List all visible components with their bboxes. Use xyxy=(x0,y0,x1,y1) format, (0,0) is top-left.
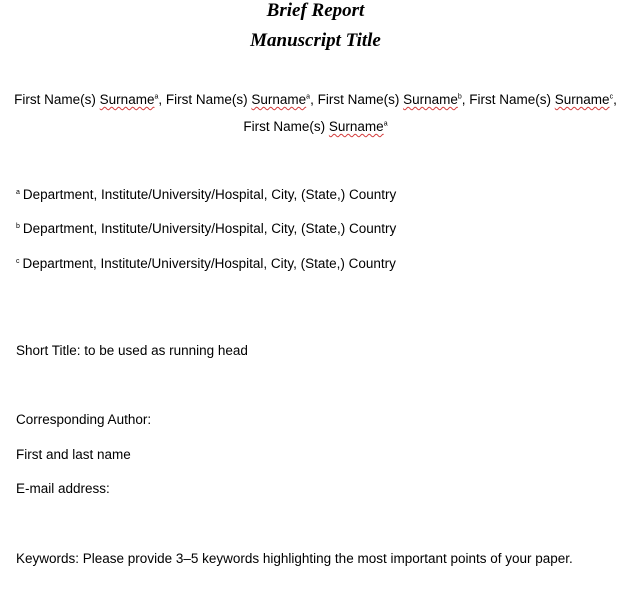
affiliation-a: $^a$ Department, Institute/University/Hospital, City, (State,) Country xyxy=(16,187,397,202)
corresponding-author-email: E-mail address: xyxy=(16,481,110,496)
affiliation-marker: a xyxy=(383,120,388,128)
author-surname: Surname xyxy=(403,92,458,107)
author-surname: Surname xyxy=(328,119,384,134)
author-entry: First Name(s) Surname$^a$, xyxy=(14,92,166,107)
author-entry: First Name(s) Surname$^c$, xyxy=(469,92,617,107)
affiliation-marker: b xyxy=(16,222,20,230)
corresponding-author-name: First and last name xyxy=(16,447,131,462)
affiliation-b: $^b$ Department, Institute/University/Hospital, City, (State,) Country xyxy=(16,221,397,236)
corresponding-author-heading: Corresponding Author: xyxy=(16,412,152,427)
affiliation-c: $^c$ Department, Institute/University/Hospital, City, (State,) Country xyxy=(16,256,396,271)
author-entry: First Name(s) Surname$^b$, xyxy=(317,92,470,107)
author-surname: Surname xyxy=(251,92,307,107)
author-entry: First Name(s) Surname$^a$, xyxy=(165,92,318,107)
author-surname: Surname xyxy=(99,92,155,107)
affiliation-marker: c xyxy=(16,257,20,265)
author-entry: First Name(s) Surname$^a$ xyxy=(243,119,388,134)
affiliation-marker: a xyxy=(154,93,159,101)
short-title-line: Short Title: to be used as running head xyxy=(16,343,248,358)
author-surname: Surname xyxy=(554,92,610,107)
affiliation-marker: a xyxy=(16,188,20,196)
manuscript-title: Manuscript Title xyxy=(250,30,381,51)
report-type-title: Brief Report xyxy=(266,0,365,21)
affiliation-marker: c xyxy=(609,93,614,101)
affiliation-marker: b xyxy=(457,93,462,101)
author-list xyxy=(6,86,625,140)
keywords-line: Keywords: Please provide 3–5 keywords highlighting the most important points of your paper. xyxy=(16,551,573,566)
affiliation-marker: a xyxy=(306,93,311,101)
